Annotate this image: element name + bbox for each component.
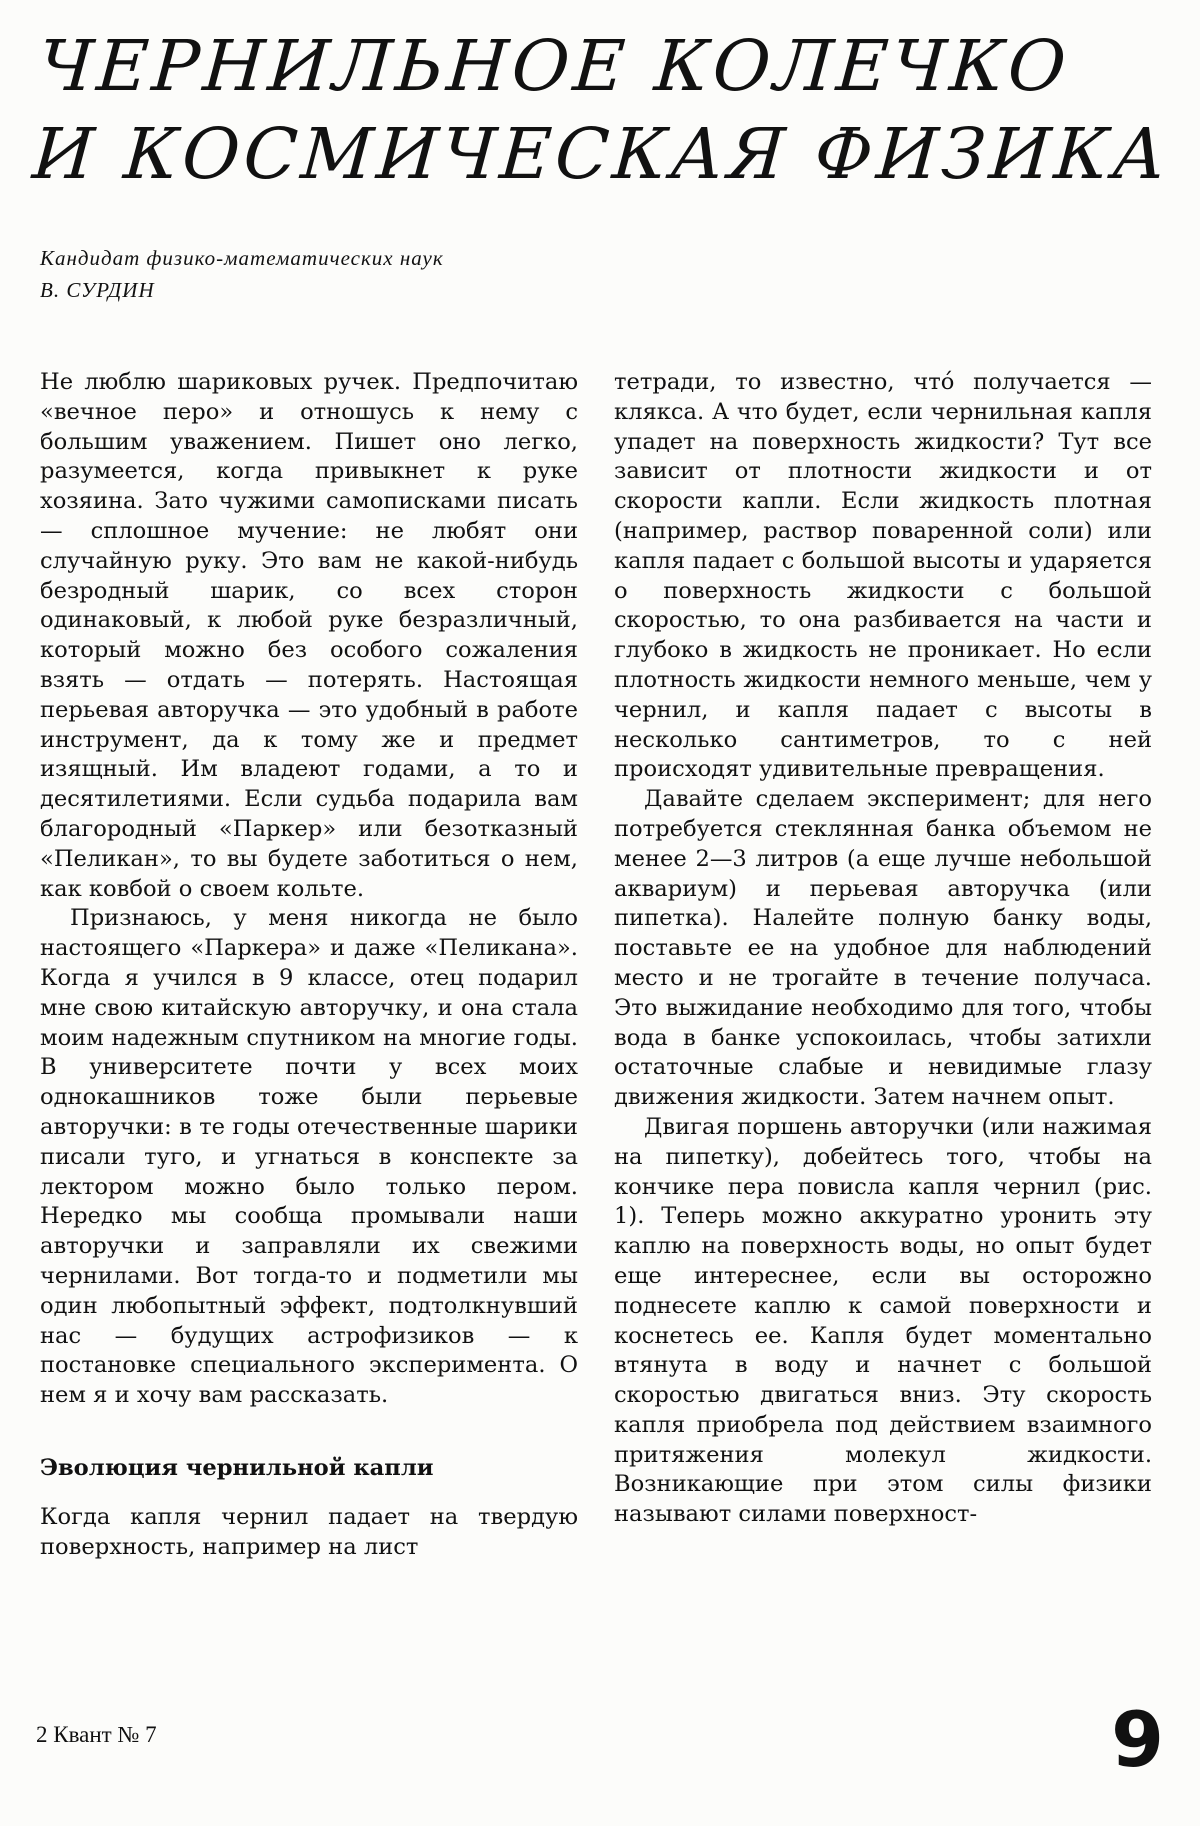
paragraph: Признаюсь, у меня никогда не было настоящего «Паркера» и даже «Пеликана». Когда я учился в 9 классе, отец подарил мне свою китайскую авторучку, и она стала моим надежным спутником на многие годы. В университете почти у всех моих однокашников тоже были перьевые авторучки: в те годы отечественные шарики писали туго, и угнаться в конспекте за лектором можно было только пером. Нередко мы сообща промывали наши авторучки и заправляли их свежими чернилами. Вот тогда-то и подметили мы один любопытный эффект, подтолкнувший нас — будущих астрофизиков — к постановке специального эксперимента. О нем я и хочу вам рассказать.	[40, 905, 578, 1409]
author-credential: Кандидат физико-математических наук	[40, 246, 444, 270]
page-number: 9	[1111, 1695, 1164, 1784]
paragraph: Не люблю шариковых ручек. Предпочитаю «вечное перо» и отношусь к нему с большим уважением. Пишет оно легко, разумеется, когда привыкнет к руке хозяина. Зато чужими самописками писать — сплошное мучение: не любят они случайную руку. Это вам не какой-нибудь безродный шарик, со всех сторон одинаковый, к любой руке безразличный, который можно без особого сожаления взять — отдать — потерять. Настоящая перьевая авторучка — это удобный в работе инструмент, да к тому же и предмет изящный. Им владеют годами, а то и десятилетиями. Если судьба подарила вам благородный «Паркер» или безотказный «Пеликан», то вы будете заботиться о нем, как ковбой о своем кольте.	[40, 369, 578, 902]
author-name: В. СУРДИН	[40, 278, 155, 302]
article-title	[30, 22, 1173, 198]
paragraph: Двигая поршень авторучки (или нажимая на пипетку), добейтесь того, чтобы на кончике пера повисла капля чернил (рис. 1). Теперь можно аккуратно уронить эту каплю на поверхность воды, но опыт будет еще интереснее, если вы осторожно поднесете каплю к самой поверхности и коснетесь ее. Капля будет моментально втянута в воду и начнет с большой скоростью двигаться вниз. Эту скорость капля приобрела под действием взаимного притяжения молекул жидкости. Возникающие при этом силы физики называют силами поверхност-	[614, 1113, 1152, 1528]
title-line-2: И КОСМИЧЕСКАЯ ФИЗИКА	[30, 113, 1173, 195]
right-column	[614, 368, 1152, 1530]
left-column	[40, 368, 578, 1562]
paragraph: Когда капля чернил падает на твердую поверхность, например на лист	[40, 1503, 578, 1560]
byline	[40, 242, 444, 306]
paragraph: тетради, то известно, что́ получается — клякса. А что будет, если чернильная капля упадет на поверхность жидкости? Тут все зависит от плотности жидкости и от скорости капли. Если жидкость плотная (например, раствор поваренной соли) или капля падает с большой высоты и ударяется о поверхность жидкости с большой скоростью, то она разбивается на части и глубоко в жидкость не проникает. Но если плотность жидкости немного меньше, чем у чернил, и капля падает с высоты в несколько сантиметров, то с ней происходят удивительные превращения.	[614, 369, 1152, 783]
section-heading: Эволюция чернильной капли	[40, 1454, 434, 1481]
title-line-1: ЧЕРНИЛЬНОЕ КОЛЕЧКО	[36, 25, 1073, 107]
footer-signature: 2 Квант № 7	[36, 1722, 157, 1747]
paragraph: Давайте сделаем эксперимент; для него потребуется стеклянная банка объемом не менее 2—3 литров (а еще лучше небольшой аквариум) и перьевая авторучка (или пипетка). Налейте полную банку воды, поставьте ее на удобное для наблюдений место и не трогайте в течение получаса. Это выжидание необходимо для того, чтобы вода в банке успокоилась, чтобы затихли остаточные слабые и невидимые глазу движения жидкости. Затем начнем опыт.	[614, 786, 1152, 1111]
